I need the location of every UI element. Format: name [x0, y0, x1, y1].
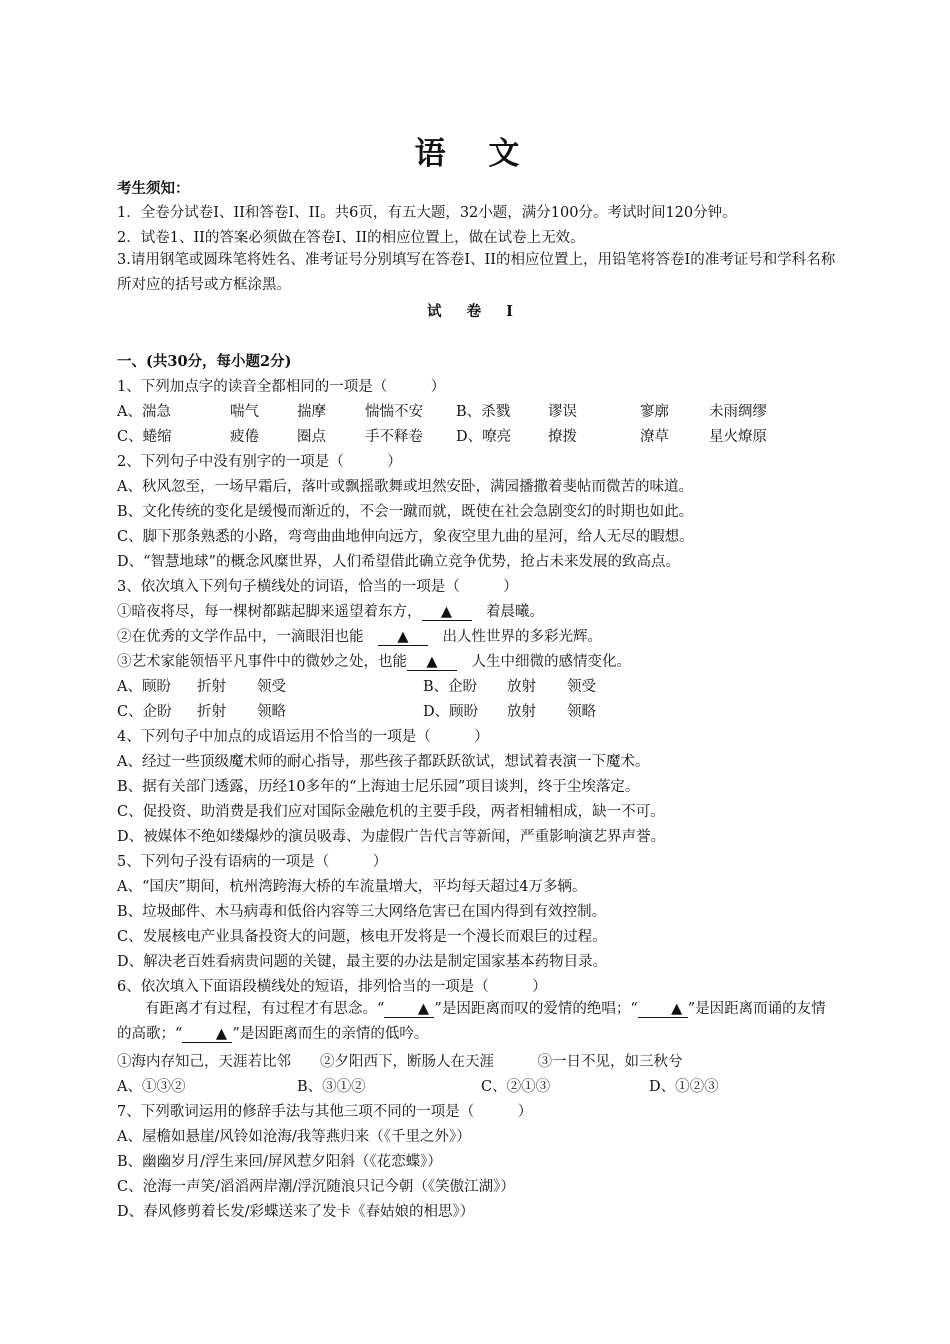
q3-option: A、顾盼	[117, 679, 171, 695]
question-6-passage: 有距离才有过程，有过程才有思念。“ ▲ ”是因距离而叹的爱情的绝唱；“ ▲ ”是因距离而诵的友情的高歌；“ ▲ ”是因距离而生的亲情的低吟。	[117, 1001, 826, 1042]
q1-word: 寥廓	[640, 404, 669, 420]
question-6-choices	[117, 1077, 837, 1097]
question-2-stem: 2、下列句子中没有别字的一项是（ ）	[117, 454, 402, 470]
q1-word: 潦草	[640, 429, 669, 445]
answer-blank: ▲	[407, 654, 457, 671]
question-7-stem: 7、下列歌词运用的修辞手法与其他三项不同的一项是（ ）	[117, 1104, 533, 1120]
notice-item-2: 2．试卷1、II的答案必须做在答卷Ⅰ、II的相应位置上，做在试卷上无效。	[117, 230, 585, 246]
q1-option: A、湍急	[117, 404, 171, 420]
notice-heading: 考生须知：	[117, 180, 190, 197]
section-heading: 一、(共30分，每小题2分)	[117, 353, 292, 370]
q6-choice: A、①③②	[117, 1079, 186, 1095]
question-7-option-a: A、屋檐如悬崖/风铃如沧海/我等燕归来（《千里之外》）	[117, 1129, 471, 1145]
question-2-option-a: A、秋风忽至，一场早霜后，落叶或飘摇歌舞或坦然安卧，满园播撒着斐帖而微苦的味道。	[117, 479, 693, 495]
question-3-sentence-3: ③艺术家能领悟平凡事件中的微妙之处，也能 ▲ 人生中细微的感情变化。	[117, 654, 631, 670]
answer-blank: ▲	[384, 1001, 434, 1018]
question-7-option-c: C、沧海一声笑/滔滔两岸潮/浮沉随浪只记今朝（《笑傲江湖》）	[117, 1179, 515, 1195]
q1-word: 手不释卷	[365, 429, 423, 445]
question-1-row-cd	[117, 427, 837, 447]
question-6-options: ①海内存知己，天涯若比邻 ②夕阳西下，断肠人在天涯 ③一日不见，如三秋兮	[117, 1054, 683, 1070]
question-4-option-c: C、促投资、助消费是我们应对国际金融危机的主要手段，两者相辅相成，缺一不可。	[117, 804, 665, 820]
q3-option: C、企盼	[117, 704, 172, 720]
q1-word: 圈点	[297, 429, 326, 445]
answer-blank: ▲	[422, 604, 472, 621]
question-3-sentence-1: ①暗夜将尽，每一棵树都踮起脚来遥望着东方， ▲ 着晨曦。	[117, 604, 544, 620]
q3-word: 领略	[567, 704, 596, 720]
q3-word: 折射	[197, 704, 226, 720]
question-2-option-b: B、文化传统的变化是缓慢而渐近的，不会一蹴而就，既使在社会急剧变幻的时期也如此。	[117, 504, 694, 520]
question-5-stem: 5、下列句子没有语病的一项是（ ）	[117, 854, 388, 870]
answer-blank: ▲	[378, 629, 428, 646]
question-4-option-b: B、据有关部门透露，历经10多年的“上海迪士尼乐园”项目谈判，终于尘埃落定。	[117, 779, 640, 795]
q3-word: 放射	[507, 679, 536, 695]
page-title: 语 文	[414, 136, 536, 172]
q3-option: B、企盼	[423, 679, 478, 695]
q1-word: 疲倦	[230, 429, 259, 445]
q6-choice: D、①②③	[649, 1079, 719, 1095]
q1-option: D、嘹亮	[456, 429, 512, 445]
q1-word: 星火燎原	[709, 429, 767, 445]
q6-choice: B、③①②	[297, 1079, 366, 1095]
q3-word: 领受	[257, 679, 286, 695]
question-5-option-a: A、“国庆”期间，杭州湾跨海大桥的车流量增大，平均每天超过4万多辆。	[117, 879, 587, 895]
q3-word: 折射	[197, 679, 226, 695]
q1-option: C、蜷缩	[117, 429, 172, 445]
q1-word: 撩拨	[548, 429, 577, 445]
question-5-option-b: B、垃圾邮件、木马病毒和低俗内容等三大网络危害已在国内得到有效控制。	[117, 904, 607, 920]
question-3-row-ab	[117, 677, 837, 697]
q1-word: 惴惴不安	[365, 404, 423, 420]
q1-word: 谬误	[548, 404, 577, 420]
notice-item-1: 1．全卷分试卷Ⅰ、II和答卷Ⅰ、II。共6页，有五大题，32小题，满分100分。考试时间120分钟。	[117, 205, 737, 221]
q1-word: 未雨绸缪	[709, 404, 767, 420]
question-7-option-b: B、幽幽岁月/浮生来回/屏风惹夕阳斜（《花恋蝶》）	[117, 1154, 442, 1170]
q1-option: B、杀戮	[456, 404, 511, 420]
q3-word: 放射	[507, 704, 536, 720]
paper-title: 试 卷 Ⅰ	[427, 303, 523, 320]
question-6-stem: 6、依次填入下面语段横线处的短语，排列恰当的一项是（ ）	[117, 979, 547, 995]
q1-word: 喘气	[230, 404, 259, 420]
q3-option: D、顾盼	[423, 704, 479, 720]
question-7-option-d: D、春风修剪着长发/彩蝶送来了发卡《春姑娘的相思》）	[117, 1204, 475, 1220]
question-3-row-cd	[117, 702, 837, 722]
question-4-stem: 4、下列句子中加点的成语运用不恰当的一项是（ ）	[117, 729, 489, 745]
question-5-option-c: C、发展核电产业具备投资大的问题，核电开发将是一个漫长而艰巨的过程。	[117, 929, 607, 945]
question-1-stem: 1、下列加点字的读音全都相同的一项是（ ）	[117, 379, 446, 395]
question-3-stem: 3、依次填入下列句子横线处的词语，恰当的一项是（ ）	[117, 579, 518, 595]
question-3-sentence-2: ②在优秀的文学作品中，一滴眼泪也能 ▲ 出人性世界的多彩光辉。	[117, 629, 602, 645]
q6-choice: C、②①③	[481, 1079, 551, 1095]
question-1-row-ab	[117, 402, 837, 422]
q3-word: 领略	[257, 704, 286, 720]
answer-blank: ▲	[638, 1001, 688, 1018]
q3-word: 领受	[567, 679, 596, 695]
answer-blank: ▲	[182, 1026, 232, 1043]
question-4-option-d: D、被媒体不绝如缕爆炒的演员吸毒、为虚假广告代言等新闻，严重影响演艺界声誉。	[117, 829, 666, 845]
question-4-option-a: A、经过一些顶级魔术师的耐心指导，那些孩子都跃跃欲试，想试着表演一下魔术。	[117, 754, 650, 770]
question-2-option-c: C、脚下那条熟悉的小路，弯弯曲曲地伸向远方，象夜空里九曲的星河，给人无尽的暇想。	[117, 529, 694, 545]
notice-item-3: 3.请用钢笔或圆珠笔将姓名、准考证号分别填写在答卷Ⅰ、II的相应位置上，用铅笔将答卷Ⅰ的准考证号和学科名称所对应的括号或方框涂黑。	[117, 252, 836, 293]
question-5-option-d: D、解决老百姓看病贵问题的关键，最主要的办法是制定国家基本药物目录。	[117, 954, 608, 970]
question-2-option-d: D、“智慧地球”的概念风糜世界，人们希望借此确立竞争优势，抢占未来发展的致高点。	[117, 554, 680, 570]
q1-word: 揣摩	[297, 404, 326, 420]
